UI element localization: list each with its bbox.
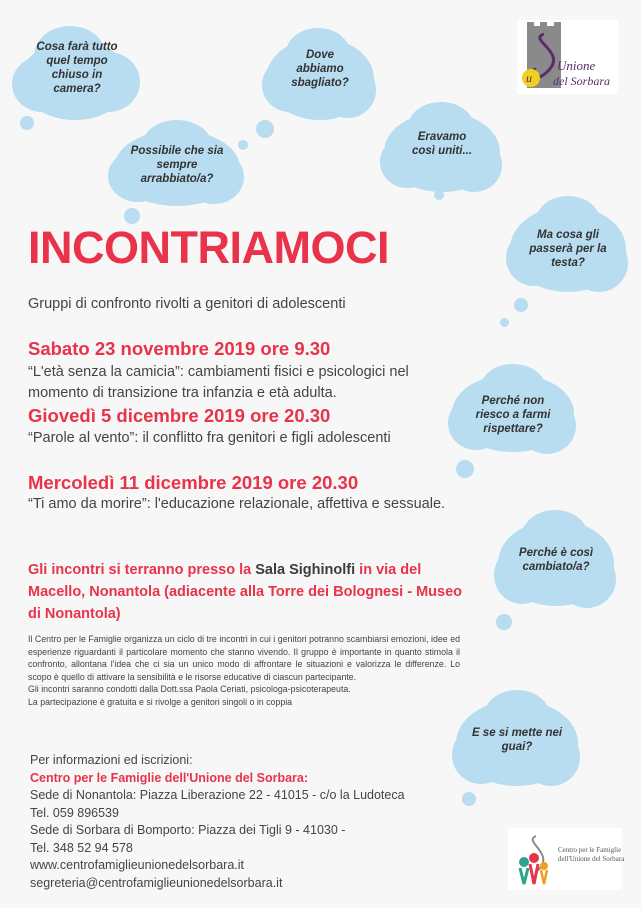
website-link[interactable]: www.centrofamiglieunionedelsorbara.it xyxy=(30,858,245,872)
cloud-text: Perché è così cambiato/a? xyxy=(518,547,594,573)
cloud-dot xyxy=(500,318,509,327)
thought-cloud xyxy=(494,510,618,614)
event-description: “Parole al vento”: il conflitto fra genitori e figli adolescenti xyxy=(28,430,391,446)
cloud-text: E se si mette nei guai? xyxy=(471,727,563,753)
centro-famiglie-logo xyxy=(508,828,625,890)
thought-cloud xyxy=(452,690,582,792)
logo-line2: del Sorbara xyxy=(553,74,610,88)
cloud-text: Perché non riesco a farmi rispettare? xyxy=(475,395,551,435)
page-title: INCONTRIAMOCI xyxy=(28,222,389,273)
cloud-text: Cosa farà tutto quel tempo chiuso in camera? xyxy=(36,41,118,95)
venue-place: Sala Sighinolfi xyxy=(255,562,356,578)
description-paragraph: Gli incontri saranno condotti dalla Dott.ssa Paola Ceriati, psicologa-psicoterapeuta. xyxy=(28,684,351,695)
thought-cloud xyxy=(506,196,630,298)
logo-bottom-line2: dell'Unione del Sorbara xyxy=(558,855,625,863)
cloud-text: Eravamo così uniti... xyxy=(411,131,473,157)
description-paragraph: La partecipazione è gratuita e si rivolge a genitori singoli o in coppia xyxy=(28,696,293,707)
description-paragraph: Il Centro per le Famiglie organizza un ciclo di tre incontri in cui i genitori potranno scambiarsi emozioni, idee ed esperienze riguardanti il particolare momento che stanno vivendo. Il gruppo è importante in quanto stimola il confronto, allontana l'idea che ci sia un unico modo di affrontare le situazioni e valorizza le differenze. Lo scopo è quello di attivare la sensibilità e le risorse educative di ciascun partecipante. xyxy=(28,634,460,682)
cloud-text: Ma cosa gli passerà per la testa? xyxy=(529,229,607,269)
cloud-dot xyxy=(434,190,444,200)
description-block xyxy=(28,633,460,709)
cloud-text: Dove abbiamo sbagliato? xyxy=(291,49,349,89)
thought-cloud xyxy=(380,102,504,196)
logo-line1: Unione xyxy=(557,58,596,73)
venue-info xyxy=(28,559,473,625)
venue-part2: in via del Macello, Nonantola (adiacente alla Torre dei Bolognesi - Museo di Nonantola) xyxy=(28,562,463,622)
event-description: “Ti amo da morire”: l'educazione relazionale, affettiva e sessuale. xyxy=(28,496,446,512)
event-date: Mercoledì 11 dicembre 2019 ore 20.30 xyxy=(28,472,359,493)
cloud-dot xyxy=(256,120,274,138)
email-link[interactable]: segreteria@centrofamiglieunionedelsorbara.it xyxy=(30,875,283,890)
logo-bottom-line1: Centro per le Famiglie xyxy=(558,846,622,854)
contact-intro: Per informazioni ed iscrizioni: xyxy=(30,753,193,767)
svg-text:u: u xyxy=(526,71,532,85)
thought-cloud xyxy=(12,22,142,122)
contact-org: Centro per le Famiglie dell'Unione del Sorbara: xyxy=(30,770,309,785)
thought-cloud xyxy=(448,364,578,458)
event-description: “L'età senza la camicia”: cambiamenti fisici e psicologici nel momento di transizione tra infanzia e età adulta. xyxy=(28,364,409,401)
contact-line: Sede di Sorbara di Bomporto: Piazza dei Tigli 9 - 41030 - xyxy=(30,823,346,837)
contact-line: Tel. 348 52 94 578 xyxy=(30,840,133,855)
contact-line: Tel. 059 896539 xyxy=(30,805,119,820)
page-subtitle: Gruppi di confronto rivolti a genitori di adolescenti xyxy=(28,296,346,312)
cloud-dot xyxy=(456,460,474,478)
thought-cloud xyxy=(262,28,378,124)
thought-cloud xyxy=(108,120,246,212)
cloud-dot xyxy=(462,792,476,806)
venue-part1: Gli incontri si terranno presso la xyxy=(28,562,256,578)
contact-line: Sede di Nonantola: Piazza Liberazione 22 - 41015 - c/o la Ludoteca xyxy=(30,788,405,802)
cloud-dot xyxy=(20,116,34,130)
cloud-dot xyxy=(514,298,528,312)
unione-sorbara-logo xyxy=(517,20,618,94)
event-date: Giovedì 5 dicembre 2019 ore 20.30 xyxy=(28,405,331,426)
event-date: Sabato 23 novembre 2019 ore 9.30 xyxy=(28,338,331,359)
contact-info xyxy=(30,752,405,892)
cloud-dot xyxy=(496,614,512,630)
cloud-text: Possibile che sia sempre arrabbiato/a? xyxy=(130,145,224,185)
